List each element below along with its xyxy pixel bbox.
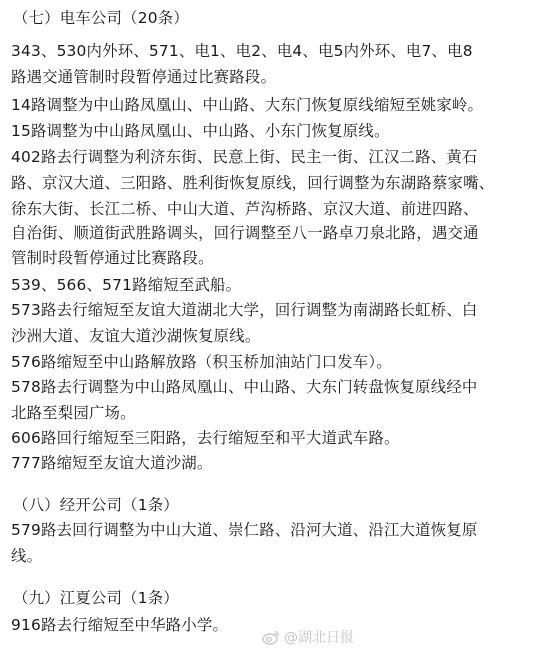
text-line: 徐东大街、长江二桥、中山大道、芦沟桥路、京汉大道、前进四路、 [11, 200, 479, 218]
text-line: 579路去回行调整为中山大道、崇仁路、沿河大道、沿江大道恢复原 [11, 521, 478, 539]
text-line: 343、530内外环、571、电1、电2、电4、电5内外环、电7、电8 [11, 42, 473, 60]
text-line: 777路缩短至友谊大道沙湖。 [11, 454, 213, 472]
text-line: 573路去行缩短至友谊大道湖北大学，回行调整为南湖路长虹桥、白 [11, 301, 478, 319]
text-line: 14路调整为中山路凤凰山、中山路、大东门恢复原线缩短至姚家岭。 [11, 96, 484, 114]
section-heading-8: （八）经开公司（1条） [13, 496, 179, 514]
text-line: 北路至梨园广场。 [11, 404, 136, 422]
text-line: 管制时段暂停通过比赛路段。 [11, 249, 214, 267]
text-line: 402路去行调整为利济东街、民意上街、民主一街、江汉二路、黄石 [11, 148, 478, 166]
weibo-icon [262, 629, 280, 645]
text-line: 沙洲大道、友谊大道沙湖恢复原线。 [11, 327, 261, 345]
section-heading-7: （七）电车公司（20条） [13, 9, 189, 27]
text-line: 路、京汉大道、三阳路、胜利街恢复原线，回行调整为东湖路蔡家嘴、 [11, 174, 495, 192]
section-heading-9: （九）江夏公司（1条） [13, 589, 179, 607]
text-line: 路遇交通管制时段暂停通过比赛路段。 [11, 68, 277, 86]
text-line: 539、566、571路缩短至武船。 [11, 276, 242, 294]
text-line: 916路去行缩短至中华路小学。 [11, 616, 229, 634]
text-line: 自治街、顺道街武胜路调头，回行调整至八一路卓刀泉北路，遇交通 [11, 224, 479, 242]
text-line: 606路回行缩短至三阳路，去行缩短至和平大道武车路。 [11, 429, 400, 447]
text-line: 线。 [11, 547, 43, 565]
watermark-text: @湖北日报 [284, 630, 354, 646]
watermark [262, 626, 354, 648]
text-line: 576路缩短至中山路解放路（积玉桥加油站门口发车）。 [11, 353, 392, 371]
text-line: 15路调整为中山路凤凰山、中山路、小东门恢复原线。 [11, 122, 390, 140]
text-line: 578路去行调整为中山路凤凰山、中山路、大东门转盘恢复原线经中 [11, 378, 478, 396]
